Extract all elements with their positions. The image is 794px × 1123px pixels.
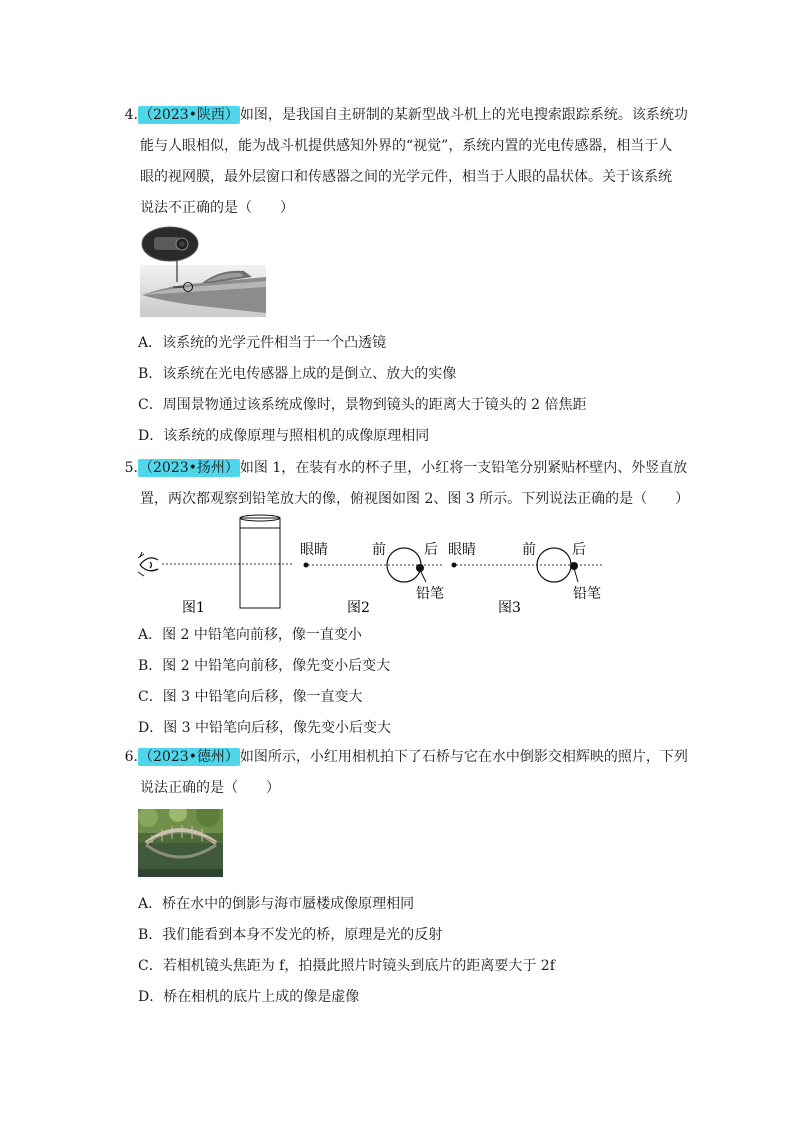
question-4	[118, 100, 688, 224]
source-tag: （2023•陕西）	[139, 107, 239, 123]
question-text: 眼的视网膜，最外层窗口和传感器之间的光学元件，相当于人眼的晶状体。关于该系统	[140, 169, 672, 185]
source-tag: （2023•德州）	[139, 749, 239, 765]
question-number: 4.	[124, 107, 138, 123]
fighter-jet-image	[140, 225, 266, 317]
option-a: A．桥在水中的倒影与海市蜃楼成像原理相同	[138, 896, 415, 912]
front-label: 前	[522, 542, 536, 558]
back-label: 后	[424, 542, 438, 558]
question-number: 5.	[124, 460, 138, 476]
question-text: 说法正确的是（ ）	[140, 780, 280, 796]
pencil-label: 铅笔	[573, 586, 601, 602]
option-a: A．图 2 中铅笔向前移，像一直变小	[138, 627, 362, 643]
eye-icon	[138, 552, 158, 576]
option-b: B．我们能看到本身不发光的桥，原理是光的反射	[138, 927, 443, 943]
back-label: 后	[572, 542, 586, 558]
question-text: 置，两次都观察到铅笔放大的像，俯视图如图 2、图 3 所示。下列说法正确的是（ ）	[140, 491, 690, 507]
option-c: C．若相机镜头焦距为 f，拍摄此照片时镜头到底片的距离要大于 2f	[138, 958, 555, 974]
question-text: 能与人眼相似，能为战斗机提供感知外界的“视觉”，系统内置的光电传感器，相当于人	[140, 138, 673, 154]
option-c: C．周围景物通过该系统成像时，景物到镜头的距离大于镜头的 2 倍焦距	[138, 397, 587, 413]
option-b: B．图 2 中铅笔向前移，像先变小后变大	[138, 658, 391, 674]
figure-label: 图2	[347, 600, 370, 616]
water-cup	[240, 515, 280, 608]
option-d: D．该系统的成像原理与照相机的成像原理相同	[138, 428, 430, 444]
question-5	[118, 453, 688, 515]
pencil-label: 铅笔	[416, 586, 444, 602]
source-tag: （2023•扬州）	[139, 460, 239, 476]
option-a: A．该系统的光学元件相当于一个凸透镜	[138, 335, 387, 351]
option-c: C．图 3 中铅笔向后移，像一直变大	[138, 689, 363, 705]
question-text: 如图所示，小红用相机拍下了石桥与它在水中倒影交相辉映的照片，下列	[239, 749, 688, 765]
pencil-cup-diagram	[132, 510, 612, 620]
eye-label: 眼睛	[448, 542, 476, 558]
question-text: 如图 1，在装有水的杯子里，小红将一支铅笔分别紧贴杯壁内、外竖直放	[239, 460, 688, 476]
eye-label: 眼睛	[300, 542, 328, 558]
figure-label: 图3	[498, 600, 521, 616]
question-text: 如图，是我国自主研制的某新型战斗机上的光电搜索跟踪系统。该系统功	[239, 107, 688, 123]
option-b: B．该系统在光电传感器上成的是倒立、放大的实像	[138, 366, 457, 382]
option-d: D．桥在相机的底片上成的像是虚像	[138, 989, 360, 1005]
option-d: D．图 3 中铅笔向后移，像先变小后变大	[138, 720, 392, 736]
front-label: 前	[372, 542, 386, 558]
question-text: 说法不正确的是（ ）	[140, 200, 294, 216]
question-6	[118, 742, 688, 804]
figure-label: 图1	[182, 600, 205, 616]
question-number: 6.	[124, 749, 138, 765]
stone-bridge-photo	[138, 809, 223, 877]
